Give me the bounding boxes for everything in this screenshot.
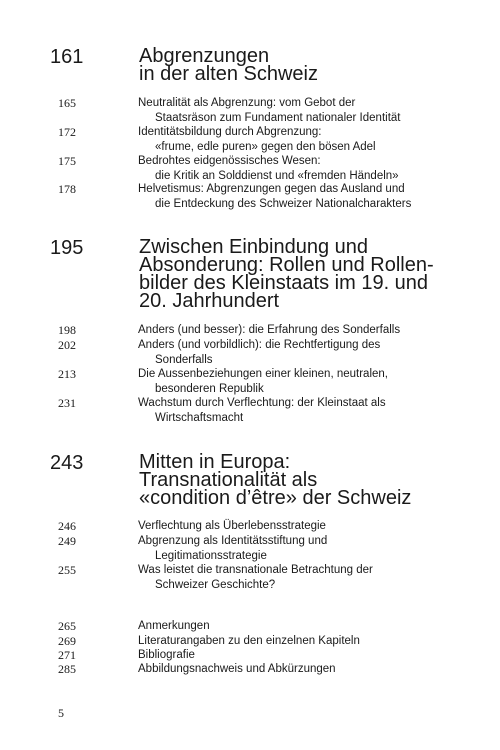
entry-page-number: 269 — [58, 634, 76, 648]
chapter-title-line: bilder des Kleinstaats im 19. und — [139, 272, 429, 294]
entry-title — [138, 323, 400, 338]
entry-title — [138, 96, 400, 126]
entry-title-line: Die Aussenbeziehungen einer kleinen, neutralen, — [138, 368, 388, 380]
entry-page-number: 172 — [58, 125, 76, 139]
entry-title-line: besonderen Republik — [155, 383, 264, 395]
chapter-page-number: 195 — [50, 237, 84, 259]
entry-title-line: Anders (und vorbildlich): die Rechtfertigung des — [138, 339, 381, 351]
entry-title — [138, 182, 411, 212]
chapter-title-line: «condition d’être» der Schweiz — [139, 487, 412, 509]
entry-title-line: Literaturangaben zu den einzelnen Kapiteln — [138, 635, 360, 647]
entry-title — [138, 396, 386, 426]
entry-page-number: 249 — [58, 534, 76, 548]
entry-page-number: 265 — [58, 619, 76, 633]
entry-page-number: 255 — [58, 563, 76, 577]
chapter-title — [139, 47, 459, 83]
entry-title — [138, 619, 210, 634]
entry-title-line: Bibliografie — [138, 649, 195, 661]
entry-page-number: 213 — [58, 367, 76, 381]
entry-title-line: Helvetismus: Abgrenzungen gegen das Ausland und — [138, 183, 405, 195]
entry-page-number: 202 — [58, 338, 76, 352]
entry-title-line: Wachstum durch Verflechtung: der Kleinstaat als — [138, 397, 386, 409]
chapter-title-line: 20. Jahrhundert — [139, 290, 280, 312]
chapter-title-line: Mitten in Europa: — [139, 451, 291, 473]
entry-page-number: 231 — [58, 396, 76, 410]
chapter-title-line: Abgrenzungen — [139, 45, 270, 67]
entry-title-line: Schweizer Geschichte? — [155, 579, 276, 591]
entry-title — [138, 563, 373, 593]
entry-title-line: Bedrohtes eidgenössisches Wesen: — [138, 155, 321, 167]
chapter-page-number: 243 — [50, 452, 84, 474]
entry-title-line: Was leistet die transnationale Betrachtung der — [138, 564, 373, 576]
entry-page-number: 271 — [58, 648, 76, 662]
entry-page-number: 246 — [58, 519, 76, 533]
entry-title — [138, 154, 399, 184]
entry-title-line: Legitimationsstrategie — [155, 550, 267, 562]
entry-title — [138, 367, 388, 397]
chapter-title — [139, 238, 459, 310]
entry-title-line: Sonderfalls — [155, 354, 213, 366]
entry-page-number: 178 — [58, 182, 76, 196]
entry-page-number: 175 — [58, 154, 76, 168]
chapter-title-line: in der alten Schweiz — [139, 63, 318, 85]
chapter-page-number: 161 — [50, 46, 84, 68]
entry-title-line: Abgrenzung als Identitätsstiftung und — [138, 535, 328, 547]
entry-title — [138, 534, 327, 564]
entry-title-line: Staatsräson zum Fundament nationaler Identität — [155, 112, 401, 124]
entry-title-line: Neutralität als Abgrenzung: vom Gebot der — [138, 97, 356, 109]
entry-title-line: Verflechtung als Überlebensstrategie — [138, 520, 326, 532]
entry-page-number: 285 — [58, 662, 76, 676]
entry-title-line: Wirtschaftsmacht — [155, 412, 244, 424]
page-folio: 5 — [58, 706, 64, 720]
chapter-title-line: Zwischen Einbindung und — [139, 236, 369, 258]
chapter-title-line: Absonderung: Rollen und Rollen- — [139, 254, 434, 276]
entry-title-line: Anmerkungen — [138, 620, 210, 632]
chapter-title — [139, 453, 459, 507]
entry-title — [138, 125, 376, 155]
entry-title — [138, 519, 326, 534]
entry-page-number: 198 — [58, 323, 76, 337]
entry-title-line: Anders (und besser): die Erfahrung des Sonderfalls — [138, 324, 401, 336]
entry-title-line: die Kritik an Solddienst und «fremden Händeln» — [155, 170, 399, 182]
entry-title — [138, 648, 195, 663]
entry-page-number: 165 — [58, 96, 76, 110]
entry-title-line: Identitätsbildung durch Abgrenzung: — [138, 126, 322, 138]
chapter-title-line: Transnationalität als — [139, 469, 318, 491]
entry-title — [138, 662, 336, 677]
entry-title-line: die Entdeckung des Schweizer Nationalcharakters — [155, 198, 412, 210]
entry-title — [138, 338, 380, 368]
entry-title — [138, 634, 360, 649]
entry-title-line: Abbildungsnachweis und Abkürzungen — [138, 663, 336, 675]
entry-title-line: «frume, edle puren» gegen den bösen Adel — [155, 141, 376, 153]
